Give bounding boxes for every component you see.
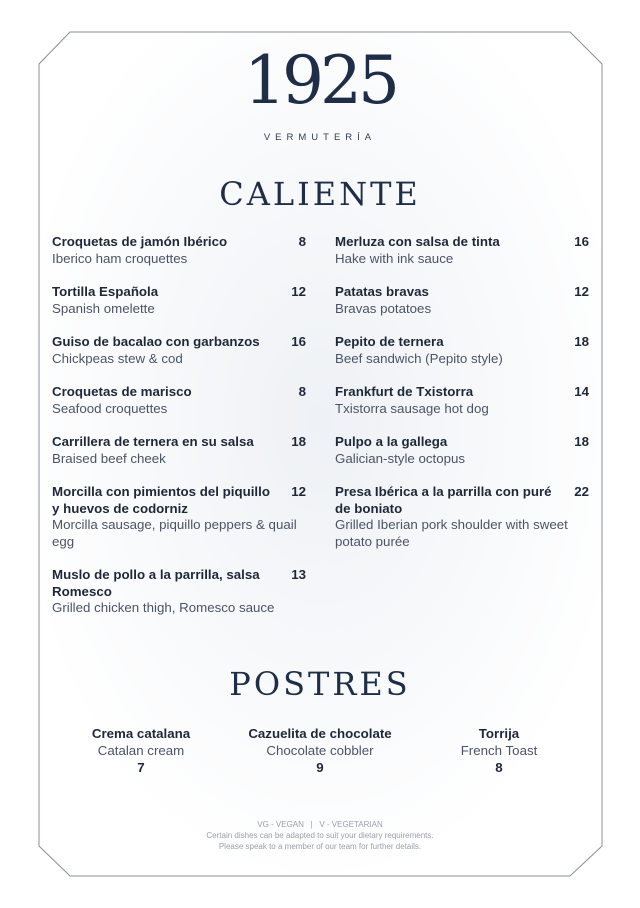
dish-item xyxy=(52,434,306,467)
dish-description: Morcilla sausage, piquillo peppers & quail egg xyxy=(52,517,297,549)
dish-item xyxy=(52,484,306,550)
dish-item xyxy=(52,284,306,317)
dish-price: 13 xyxy=(291,567,306,582)
dish-name: Pepito de ternera xyxy=(335,334,444,349)
dessert-name: Crema catalana xyxy=(91,726,191,741)
dish-item xyxy=(335,434,589,467)
dessert-description: French Toast xyxy=(460,743,538,758)
dish-price: 8 xyxy=(298,384,306,399)
dish-price: 8 xyxy=(298,234,306,249)
dessert-price: 7 xyxy=(137,760,145,775)
dish-description: Chickpeas stew & cod xyxy=(52,350,183,366)
section-title-caliente: CALIENTE xyxy=(219,175,421,213)
dish-name: Guiso de bacalao con garbanzos xyxy=(52,334,260,349)
caliente-left-column xyxy=(52,234,306,634)
dish-price: 12 xyxy=(574,284,589,299)
dish-name: Presa Ibérica a la parrilla con puré de boniato xyxy=(335,484,552,516)
dish-price: 18 xyxy=(574,334,589,349)
subtitle: VERMUTERÍA xyxy=(263,132,377,143)
dish-price: 18 xyxy=(291,434,306,449)
dish-description: Grilled Iberian pork shoulder with sweet potato purée xyxy=(335,517,568,549)
dish-item xyxy=(52,384,306,417)
dessert-item xyxy=(41,725,241,776)
dish-item xyxy=(52,234,306,267)
dish-price: 14 xyxy=(574,384,589,399)
dish-description: Bravas potatoes xyxy=(335,300,432,316)
dish-name: Croquetas de marisco xyxy=(52,384,192,399)
dessert-item xyxy=(220,725,420,776)
dessert-description: Catalan cream xyxy=(97,743,185,758)
dish-description: Seafood croquettes xyxy=(52,400,168,416)
dessert-item xyxy=(399,725,599,776)
dish-price: 12 xyxy=(291,284,306,299)
dessert-price: 8 xyxy=(495,760,503,775)
dessert-name: Torrija xyxy=(478,726,520,741)
dish-name: Carrillera de ternera en su salsa xyxy=(52,434,254,449)
dish-price: 16 xyxy=(291,334,306,349)
dish-name: Morcilla con pimientos del piquillo y huevos de codorniz xyxy=(52,484,270,516)
dietary-legend: VG - VEGAN | V - VEGETARIAN xyxy=(257,820,383,829)
dish-item xyxy=(335,484,589,550)
footer-line-1: Certain dishes can be adapted to suit your dietary requirements. xyxy=(206,831,434,840)
dish-name: Patatas bravas xyxy=(335,284,429,299)
dish-name: Pulpo a la gallega xyxy=(335,434,448,449)
dessert-price: 9 xyxy=(316,760,324,775)
dish-description: Iberico ham croquettes xyxy=(52,250,188,266)
dish-name: Frankfurt de Txistorra xyxy=(335,384,474,399)
dish-description: Grilled chicken thigh, Romesco sauce xyxy=(52,600,275,615)
dish-name: Croquetas de jamón Ibérico xyxy=(52,234,228,249)
caliente-right-column xyxy=(335,234,589,567)
dish-description: Galician-style octopus xyxy=(335,450,466,466)
dessert-description: Chocolate cobbler xyxy=(266,743,374,758)
dish-item xyxy=(52,567,306,617)
dish-description: Braised beef cheek xyxy=(52,450,166,466)
dish-price: 12 xyxy=(291,484,306,499)
dish-price: 22 xyxy=(574,484,589,499)
logo: 1925 xyxy=(244,42,396,119)
dish-item xyxy=(335,334,589,367)
footer-notes xyxy=(0,819,640,852)
dish-price: 18 xyxy=(574,434,589,449)
dish-name: Merluza con salsa de tinta xyxy=(335,234,500,249)
dish-description: Hake with ink sauce xyxy=(335,250,454,266)
dish-item xyxy=(52,334,306,367)
dish-description: Beef sandwich (Pepito style) xyxy=(335,350,503,366)
dish-item xyxy=(335,234,589,267)
dish-name: Tortilla Española xyxy=(52,284,159,299)
dish-name: Muslo de pollo a la parrilla, salsa Romesco xyxy=(52,567,260,599)
dish-description: Txistorra sausage hot dog xyxy=(335,400,489,416)
section-title-postres: POSTRES xyxy=(229,665,411,703)
dish-item xyxy=(335,384,589,417)
dish-item xyxy=(335,284,589,317)
dish-description: Spanish omelette xyxy=(52,300,155,316)
footer-line-2: Please speak to a member of our team for further details. xyxy=(218,842,422,851)
dessert-name: Cazuelita de chocolate xyxy=(248,726,392,741)
dish-price: 16 xyxy=(574,234,589,249)
